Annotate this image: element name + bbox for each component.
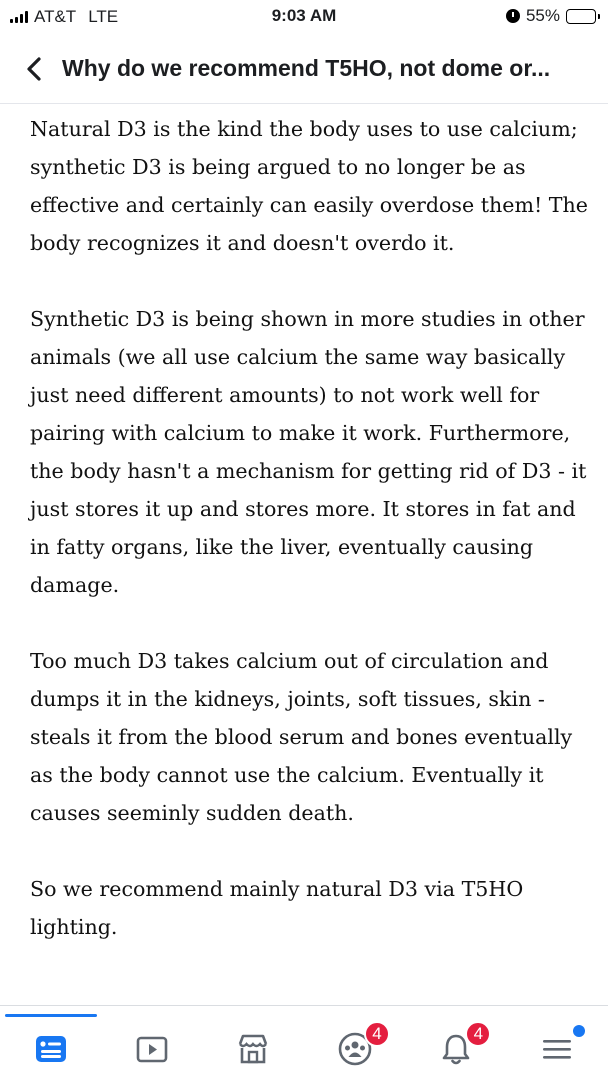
paragraph: Too much D3 takes calcium out of circulation and dumps it in the kidneys, joints, soft tissues, skin - steals it from the blood serum and bones eventually as the body cannot use the calcium. Eventually it causes seeminly sudden death. xyxy=(30,649,573,825)
menu-icon xyxy=(537,1029,577,1069)
status-time: 9:03 AM xyxy=(271,6,337,25)
tab-news-feed[interactable] xyxy=(0,1017,101,1080)
paragraph: Synthetic D3 is being shown in more studies in other animals (we all use calcium the same way basically just need different amounts) to not work well for pairing with calcium to make it work. Furthermore, the body hasn't a mechanism for getting rid of D3 - it just stores it up and stores more. It stores in fat and in fatty organs, like the liver, eventually causing damage. xyxy=(30,307,587,597)
news-feed-icon xyxy=(31,1029,71,1069)
marketplace-icon xyxy=(233,1029,273,1069)
groups-badge: 4 xyxy=(364,1021,390,1047)
page-header xyxy=(0,34,608,104)
battery-icon xyxy=(566,9,596,24)
tab-watch[interactable] xyxy=(101,1017,202,1080)
tab-groups[interactable] xyxy=(304,1017,405,1080)
paragraph: So we recommend mainly natural D3 via T5HO lighting. xyxy=(30,877,524,939)
status-bar xyxy=(0,0,608,34)
status-right xyxy=(506,6,596,26)
back-arrow-icon[interactable] xyxy=(22,56,48,82)
battery-percent: 55% xyxy=(525,6,560,25)
notifications-badge: 4 xyxy=(465,1021,491,1047)
menu-notification-dot xyxy=(573,1025,585,1037)
nav-divider xyxy=(0,1005,608,1006)
tab-marketplace[interactable] xyxy=(203,1017,304,1080)
tab-menu[interactable] xyxy=(507,1017,608,1080)
alarm-icon xyxy=(506,9,520,23)
bottom-navigation xyxy=(0,1017,608,1080)
watch-video-icon xyxy=(132,1029,172,1069)
article-body xyxy=(30,110,590,984)
page-title: Why do we recommend T5HO, not dome or... xyxy=(62,55,551,81)
paragraph: Natural D3 is the kind the body uses to use calcium; synthetic D3 is being argued to no longer be as effective and certainly can easily overdose them! The body recognizes it and doesn't overdo it. xyxy=(30,117,588,255)
network-type: LTE xyxy=(88,7,119,26)
carrier-name: AT&T xyxy=(34,7,77,26)
tab-notifications[interactable] xyxy=(405,1017,506,1080)
